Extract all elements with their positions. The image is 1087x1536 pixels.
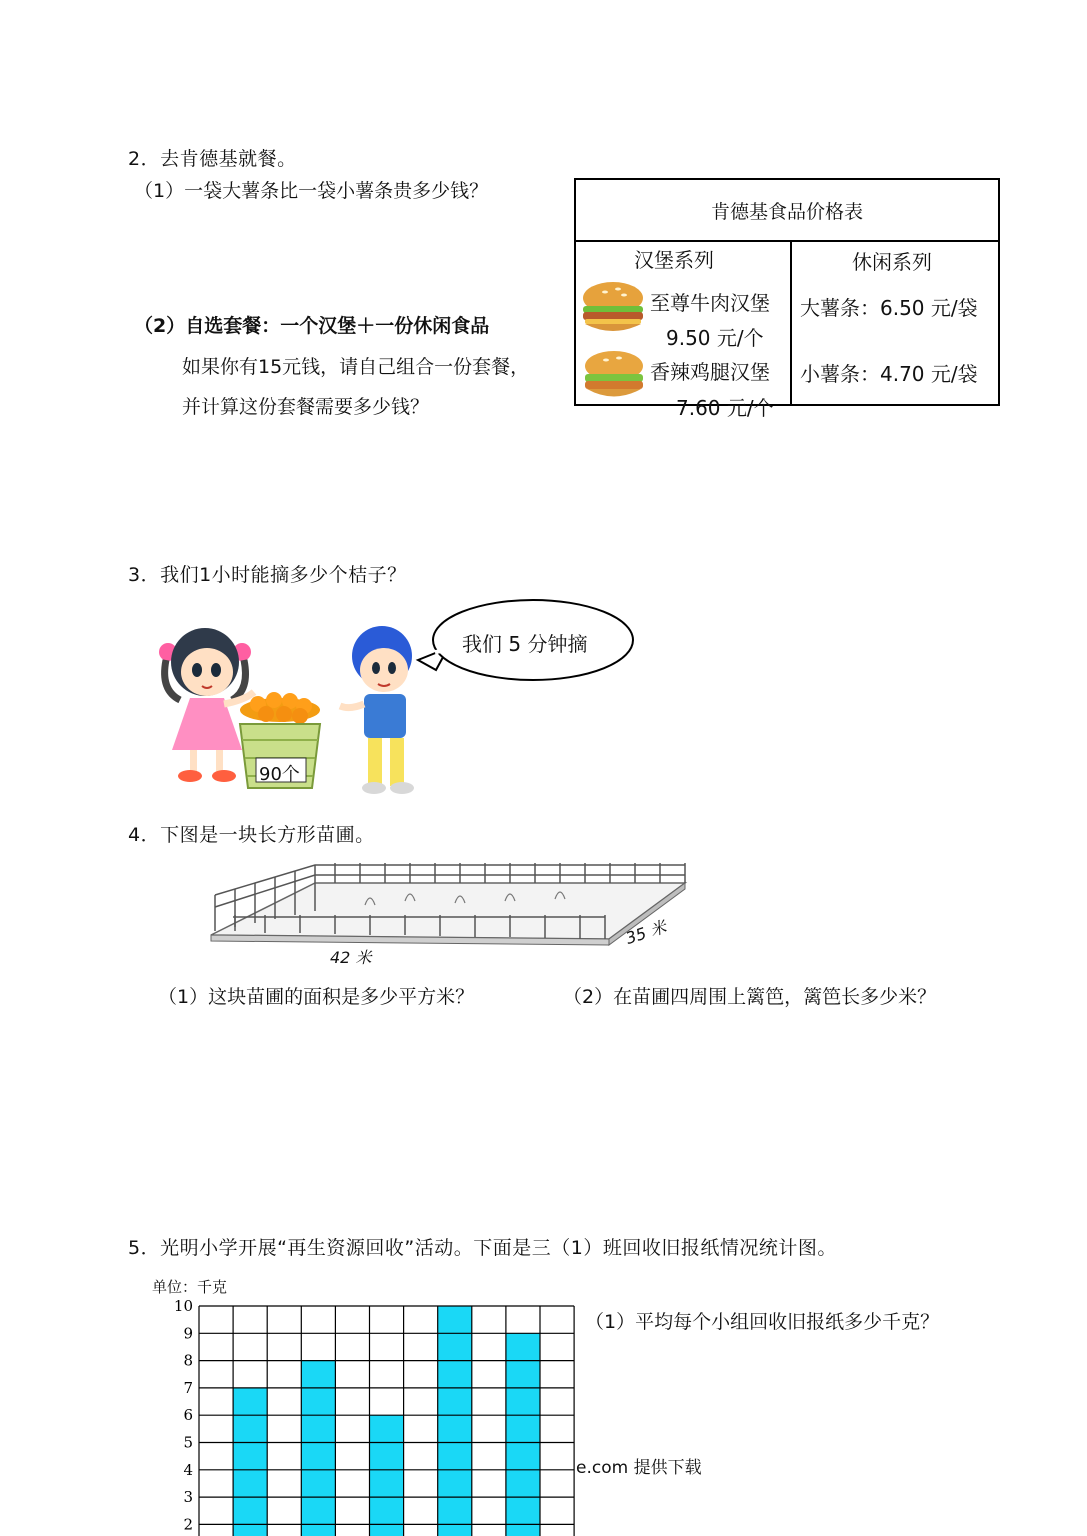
price-table-divider [790,240,792,406]
y-tick-label: 2 [183,1515,193,1534]
chart-bar-2 [301,1361,335,1536]
burger1-price: 9.50 元/个 [666,326,764,350]
boy-figure [340,626,414,794]
newspaper-bar-chart [160,1296,580,1536]
y-tick-label: 6 [183,1406,193,1425]
y-tick-label: 3 [183,1488,193,1507]
chart-bar-5 [506,1333,540,1536]
price-table-title: 肯德基食品价格表 [576,180,998,242]
chart-bar-3 [370,1415,404,1536]
girl-figure [159,628,254,782]
q2-part2-line1: 如果你有15元钱，请自己组合一份套餐， [182,356,530,378]
burger1-name: 至尊牛肉汉堡 [650,291,770,315]
y-tick-label: 7 [183,1378,193,1397]
price-table [574,178,1000,420]
chart-bar-1 [233,1388,267,1536]
width-label: 35 米 [623,917,669,948]
speech-bubble-text: 我们 5 分钟摘 [462,632,588,656]
length-label: 42 米 [330,948,372,967]
snack-series-header: 休闲系列 [852,250,932,274]
y-tick-label: 10 [173,1297,193,1315]
chart-unit-label: 单位：千克 [152,1278,228,1296]
q4-part1: （1）这块苗圃的面积是多少平方米？ [158,986,475,1008]
watermark-text: e.com 提供下载 [576,1458,702,1478]
beef-burger-image [580,280,646,338]
q2-part2-line2: 并计算这份套餐需要多少钱？ [182,396,430,418]
basket-label: 90个 [259,764,300,785]
burger2-price: 7.60 元/个 [676,396,774,420]
y-tick-label: 9 [183,1324,193,1343]
small-fries-price: 小薯条：4.70 元/袋 [800,362,978,386]
y-tick-label: 4 [183,1460,193,1479]
burger-series-header: 汉堡系列 [634,248,714,272]
q2-part1: （1）一袋大薯条比一袋小薯条贵多少钱？ [134,180,489,202]
large-fries-price: 大薯条：6.50 元/袋 [800,296,978,320]
y-tick-label: 8 [183,1351,193,1370]
y-tick-label: 5 [183,1433,193,1452]
q2-title: 2．去肯德基就餐。 [128,148,297,170]
q2-part2-title: （2）自选套餐：一个汉堡＋一份休闲食品 [134,315,490,337]
chicken-burger-image [582,350,646,404]
burger2-name: 香辣鸡腿汉堡 [650,360,770,384]
q4-title: 4．下图是一块长方形苗圃。 [128,824,375,846]
q5-title: 5．光明小学开展“再生资源回收”活动。下面是三（1）班回收旧报纸情况统计图。 [128,1237,837,1259]
chart-bar-4 [438,1306,472,1536]
nursery-illustration [205,855,695,955]
q4-part2: （2）在苗圃四周围上篱笆，篱笆长多少米？ [563,986,937,1008]
q5-part1: （1）平均每个小组回收旧报纸多少千克？ [585,1311,940,1333]
q3-title: 3．我们1小时能摘多少个桔子？ [128,564,407,586]
